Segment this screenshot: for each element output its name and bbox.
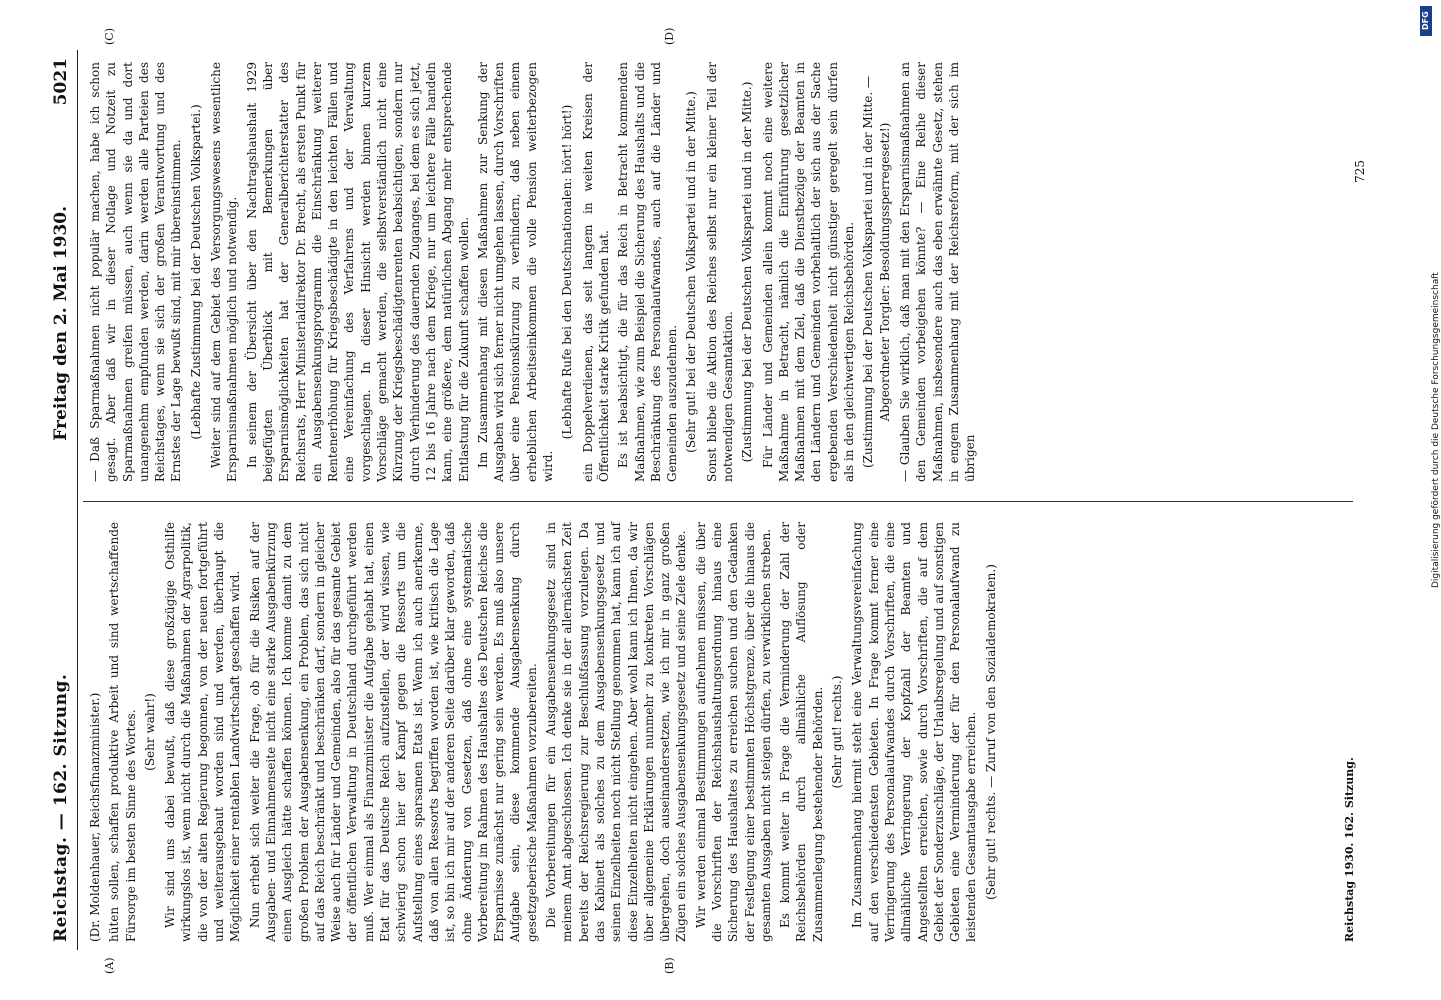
paragraph: Im Zusammenhang hiermit steht eine Verwaltungsvereinfachung auf den verschiedensten Gebieten. In Frage kommt ferner eine Verringerung des Personalaufwandes durch Vorschriften, die eine allmähliche Verringerung der Kopfzahl der Beamten und Angestellten erreichen, sowie durch Vorschriften, die auf dem Gebiet der Sonderzuschläge, der Urlaubsregelung und auf sonstigen Gebieten eine Verminderung der für den Personalaufwand zu leistenden Gesamtausgabe erreichen.: [850, 522, 979, 942]
page-footer: Reichstag 1930. 162. Sitzung.: [1343, 757, 1356, 942]
right-column: [87, 62, 1337, 482]
paragraph: — Glauben Sie wirklich, daß man mit den Ersparnismaßnahmen an den Gemeinden vorbeigehen könnte? — Eine Reihe dieser Maßnahmen, insbesondere auch das eben erwähnte Gesetz, stehen in engem Zusammenhang mit der Reichsreform, mit der sich im übrigen: [897, 62, 978, 482]
signature-number: 725: [1353, 160, 1367, 183]
paragraph: Es kommt weiter in Frage die Verminderung der Zahl der Reichsbehörden durch allmähliche Auflösung oder Zusammenlegung bestehender Behörden.: [778, 522, 825, 942]
margin-marker-c: (C): [103, 28, 116, 45]
header-session: Reichstag. — 162. Sitzung.: [51, 673, 71, 942]
paragraph: Die Vorbereitungen für ein Ausgabensenkungsgesetz sind in meinem Amt abgeschlossen. Ich denke sie in der allernächsten Zeit bereits der Reichsregierung zur Beschlußfassung vorzulegen. Da das Kabinett als solches zu dem Ausgabensenkungsgesetz und seinen Einzelheiten noch nicht Stellung genommen hat, kann ich auf diese Einzelheiten nicht eingehen. Aber wohl kann ich Ihnen, da wir über allgemeine Erklärungen nunmehr zu konkreten Vorschlägen übergehen, doch auseinandersetzen, wie ich mir in ganz großen Zügen ein solches Ausgabensenkungsgesetz und seine Ziele denke.: [544, 522, 689, 942]
paragraph: Weiter sind auf dem Gebiet des Versorgungswesens wesentliche Ersparnismaßnahmen möglich und notwendig.: [209, 62, 240, 482]
rotated-document-sheet: [43, 27, 1373, 974]
header-date: Freitag den 2. Mai 1930.: [51, 205, 71, 441]
paragraph: Im Zusammenhang mit diesen Maßnahmen zur Senkung der Ausgaben wird sich ferner nicht umgehen lassen, durch Vorschriften über eine Pensionskürzung zu verhindern, daß neben einem erheblichen Arbeitseinkommen die volle Pension weiterbezogen wird.: [475, 62, 556, 482]
margin-marker-b: (B): [663, 957, 676, 974]
digitization-note: [1419, 18, 1441, 718]
left-column: [87, 522, 1337, 942]
paragraph: — Daß Sparmaßnahmen nicht populär machen, habe ich schon gesagt. Aber daß wir in dieser Notlage und Notzeit zu Sparmaßnahmen greifen müssen, auch wenn sie da und dort unangenehm empfunden werden, darin werden alle Parteien des Reichstages, wenn sie sich der großen Verantwortung und des Ernstes der Lage bewußt sind, mit mir übereinstimmen.: [88, 62, 184, 482]
margin-marker-d: (D): [663, 27, 676, 45]
interjection: (Zustimmung bei der Deutschen Volkspartei und in der Mitte. — Abgeordneter Torgler: Besoldungssperregesetz!): [861, 76, 892, 468]
paragraph: Wir sind uns dabei bewußt, daß diese großzügige Osthilfe wirkungslos ist, wenn nicht durch die Maßnahmen der Agrarpolitik, die von der alten Regierung begonnen, von der neuen fortgeführt und weiterausgebaut worden sind und werden, überhaupt die Möglichkeit einer rentablen Landwirtschaft geschaffen wird.: [163, 522, 243, 942]
interjection: (Sehr gut! bei der Deutschen Volkspartei und in der Mitte.): [684, 91, 699, 453]
interjection: (Sehr wahr!): [142, 693, 157, 771]
header-page-number: 5021: [51, 58, 71, 106]
speaker-label: (Dr. Moldenhauer, Reichsfinanzminister.): [88, 692, 102, 942]
running-header: [43, 50, 79, 950]
paragraph: Sonst bliebe die Aktion des Reiches selbst nur ein kleiner Teil der notwendigen Gesamtaktion.: [704, 62, 735, 482]
paragraph: Für Länder und Gemeinden allein kommt noch eine weitere Maßnahme in Betracht, nämlich die Einführung gesetzlicher Maßnahmen mit dem Ziel, daß die Dienstbezüge der Beamten in den Ländern und Gemeinden vorbehaltlich der sich aus der Sache ergebenden Verschiedenheit nicht günstiger geregelt sein dürfen als in den gleichwertigen Reichsbehörden.: [760, 62, 857, 482]
interjection: (Lebhafte Zustimmung bei der Deutschen Volkspartei.): [188, 104, 203, 440]
paragraph: hüten sollen, schaffen produktive Arbeit und sind wertschaffende Fürsorge im besten Sinne des Wortes.: [107, 522, 138, 942]
interjection: (Sehr gut! rechts. — Zuruf von den Sozialdemokraten.): [983, 564, 998, 900]
header-rule: [77, 50, 78, 950]
paragraph: Nun erhebt sich weiter die Frage, ob für die Risiken auf der Ausgaben- und Einnahmenseite nicht eine starke Ausgabenkürzung einen Ausgleich hätte schaffen können. Ich komme damit zu dem großen Problem der Ausgabensenkung, ein Problem, das sich nicht auf das Reich beschränkt und beschränken darf, sondern in gleicher Weise auch für Länder und Gemeinden, also für das gesamte Gebiet der öffentlichen Verwaltung in Deutschland durchgeführt werden muß. Wer einmal als Finanzminister die Aufgabe gehabt hat, einen Etat für das Deutsche Reich aufzustellen, der wird wissen, wie schwierig schon hier der Kampf gegen die Ressorts um die Aufstellung eines sparsamen Etats ist. Wenn ich auch anerkenne, daß von allen Ressorts begriffen worden ist, wie kritisch die Lage ist, so bin ich mir auf der anderen Seite darüber klar geworden, daß ohne Änderung von Gesetzen, daß ohne eine systematische Vorbereitung im Rahmen des Haushaltes des Deutschen Reiches die Ersparnisse zunächst nur gering sein werden. Es muß also unsere Aufgabe sein, diese kommende Ausgabensenkung durch gesetzgeberische Maßnahmen vorzubereiten.: [247, 522, 539, 942]
paragraph: ein Doppelverdienen, das seit langem in weiten Kreisen der Öffentlichkeit starke Kritik gefunden hat.: [580, 62, 611, 482]
margin-marker-a: (A): [103, 957, 116, 974]
paragraph: Wir werden einmal Bestimmungen aufnehmen müssen, die über die Vorschriften der Reichshaushaltungsordnung hinaus eine Sicherung des Haushaltes zu erreichen suchen und den Gedanken der Festlegung einer bestimmten Höchstgrenze, über die hinaus die gesamten Ausgaben nicht steigen dürfen, zu verwirklichen streben.: [693, 522, 773, 942]
interjection: (Zustimmung bei der Deutschen Volkspartei und in der Mitte.): [740, 81, 755, 463]
paragraph: Es ist beabsichtigt, die für das Reich in Betracht kommenden Maßnahmen, wie zum Beispiel die Sicherung des Haushalts und die Beschränkung des Personalaufwandes, auch auf die Länder und Gemeinden auszudehnen.: [616, 62, 680, 482]
paragraph: In seinem der Übersicht über den Nachtragshaushalt 1929 beigefügten Überblick mit Bemerkungen über Ersparnismöglichkeiten hat der Generalberichterstatter des Reichsrats, Herr Ministerialdirektor Dr. Brecht, als ersten Punkt für ein Ausgabensenkungsprogramm die Einschränkung weiterer Rentenerhöhung für Kriegsbeschädigte in den leichten Fällen und eine Vereinfachung des Verfahrens und der Verwaltung vorgeschlagen. In dieser Hinsicht werden binnen kurzem Vorschläge gemacht werden, die selbstverständlich nicht eine Kürzung der Kriegsbeschädigtenrenten beabsichtigen, sondern nur durch Verhinderung des dauernden Zuganges, bei dem es sich jetzt, 12 bis 16 Jahre nach dem Kriege, nur um leichtere Fälle handeln kann, eine größere, dem natürlichen Abgang mehr entsprechende Entlastung für die Zukunft schaffen wollen.: [244, 62, 471, 482]
dfg-logo-text: DFG: [1421, 11, 1430, 30]
header-date-page: [51, 58, 71, 441]
interjection: (Sehr gut! rechts.): [830, 675, 845, 789]
column-divider: [83, 501, 1353, 502]
interjection: (Lebhafte Rufe bei den Deutschnationalen: hört! hört!): [560, 104, 575, 440]
digitization-note-text: Digitalisierung gefördert durch die Deutsche Forschungsgemeinschaft: [1431, 272, 1441, 588]
